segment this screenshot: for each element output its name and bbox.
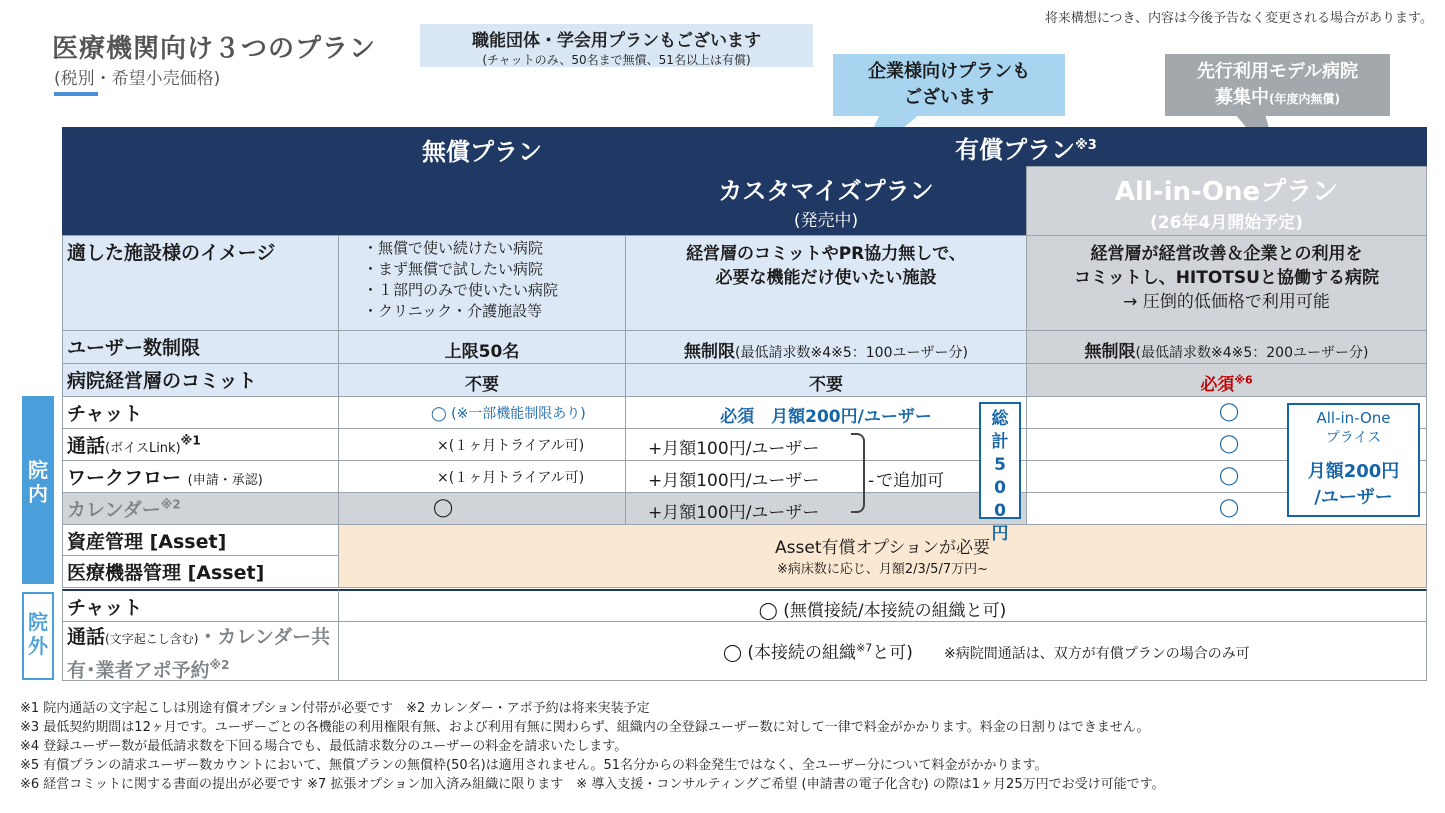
innai-call-customize: +月額100円/ユーザー (625, 428, 1027, 461)
facility-image-label: 適した施設様のイメージ (62, 235, 339, 331)
footnote-4: ※4 登録ユーザー数が最低請求数を下回る場合でも、最低請求数分のユーザーの料金を請求いたします。 (20, 739, 628, 754)
total-price-box: 総計500円 (979, 402, 1021, 519)
ingai-chat-label: チャット (62, 589, 339, 622)
innai-chat-aio: ◯ (1026, 396, 1427, 429)
aio-plan-header: All-in-Oneプラン (26年4月開始予定) (1026, 166, 1427, 236)
innai-call-aio: ◯ (1026, 428, 1427, 461)
innai-call-free: ×(１ヶ月トライアル可) (338, 428, 626, 461)
innai-chat-customize: 必須 月額200円/ユーザー (625, 396, 1027, 429)
asset-label: 資産管理 [Asset] (62, 524, 339, 556)
footnote-6: ※6 経営コミットに関する書面の提出が必要です ※7 拡張オプション加入済み組織に限ります ※ 導入支援・コンサルティングご希望 (申請書の電子化含む) の際は1ヶ月25万円でお受け可能です。 (20, 777, 1165, 792)
corp-callout-line1: 企業様向けプランも (868, 61, 1030, 82)
innai-calendar-label: カレンダー$^{※2}$ (62, 492, 339, 525)
model-callout-line1: 先行利用モデル病院 (1196, 61, 1359, 82)
model-callout-line2: 募集中 (1215, 87, 1269, 108)
asset-option-cell: Asset有償オプションが必要 ※病床数に応じ、月額2/3/5/7万円~ (338, 524, 1427, 588)
page-title: 医療機関向け３つのプラン (52, 34, 377, 64)
innai-workflow-free: ×(１ヶ月トライアル可) (338, 460, 626, 493)
innai-call-label: 通話(ボイスLink)$^{※1}$ (62, 428, 339, 461)
innai-chat-label: チャット (62, 396, 339, 429)
innai-calendar-customize: +月額100円/ユーザー (625, 492, 1027, 525)
innai-chat-free: ◯ (※一部機能制限あり) (338, 396, 626, 429)
user-limit-aio: 無制限(最低請求数※4※5：200ユーザー分) (1026, 330, 1427, 364)
subtitle-underline (54, 92, 98, 96)
innai-workflow-label: ワークフロー (申請・承認) (62, 460, 339, 493)
innai-workflow-aio: ◯ (1026, 460, 1427, 493)
free-plan-header: 無償プラン (338, 127, 626, 236)
paid-plan-header: 有償プラン$^{※3}$ (625, 127, 1427, 167)
facility-image-free: ・無償で使い続けたい病院 ・まず無償で試したい病院 ・１部門のみで使いたい病院 ・クリニック・介護施設等 (338, 235, 626, 331)
disclaimer-notice: 将来構想につき、内容は今後予告なく変更される場合があります。 (1044, 11, 1433, 26)
commit-label: 病院経営層のコミット (62, 363, 339, 397)
ingai-call-label: 通話(文字起こし含む)・カレンダー共有･業者アポ予約$^{※2}$ (62, 621, 339, 681)
page-subtitle: (税別・希望小売価格) (54, 69, 221, 89)
medical-asset-label: 医療機器管理 [Asset] (62, 555, 339, 588)
aio-price-box: All-in-One プライス 月額200円 /ユーザー (1287, 403, 1420, 517)
commit-customize: 不要 (625, 363, 1027, 397)
user-limit-label: ユーザー数制限 (62, 330, 339, 364)
commit-aio: 必須$^{※6}$ (1026, 363, 1427, 397)
plan-comparison-table (62, 127, 1427, 681)
user-limit-free: 上限50名 (338, 330, 626, 364)
innai-calendar-aio: ◯ (1026, 492, 1427, 525)
footnote-1: ※1 院内通話の文字起こしは別途有償オプション付帯が必要です ※2 カレンダー・アポ予約は将来実装予定 (20, 701, 650, 716)
innai-side-label: 院内 (22, 396, 54, 584)
facility-image-customize: 経営層のコミットやPR協力無しで、 必要な機能だけ使いたい施設 (625, 235, 1027, 331)
add-option-label: - で追加可 (868, 471, 945, 491)
association-line2: (チャットのみ、50名まで無償、51名以上は有償) (482, 53, 751, 67)
add-option-brace (851, 433, 865, 513)
innai-calendar-free: ◯ (338, 492, 626, 525)
footnotes (20, 699, 1165, 794)
model-hospital-callout (1165, 54, 1390, 116)
header-blank-cell (62, 127, 339, 236)
association-plan-box (420, 24, 813, 67)
association-line1: 職能団体・学会用プランもございます (472, 31, 761, 51)
footnote-5: ※5 有償プランの請求ユーザー数カウントにおいて、無償プランの無償枠(50名)は適用されません。51名分からの料金発生ではなく、全ユーザー分について料金がかかります。 (20, 758, 1048, 773)
ingai-call-cell: ◯ (本接続の組織$^{※7}$と可) ※病院間通話は、双方が有償プランの場合のみ可 (338, 621, 1427, 681)
ingai-chat-cell: ◯ (無償接続/本接続の組織と可) (338, 589, 1427, 622)
model-callout-small: (年度内無償) (1269, 92, 1340, 106)
ingai-side-label: 院外 (22, 592, 54, 680)
customize-plan-header: カスタマイズプラン (発売中) (625, 166, 1027, 236)
commit-free: 不要 (338, 363, 626, 397)
footnote-3: ※3 最低契約期間は12ヶ月です。ユーザーごとの各機能の利用権限有無、および利用有無に関わらず、組織内の全登録ユーザー数に対して一律で料金がかかります。料金の日割りはできません。 (20, 720, 1150, 735)
facility-image-aio: 経営層が経営改善＆企業との利用を コミットし、HITOTSUと協働する病院 → 圧倒的低価格で利用可能 (1026, 235, 1427, 331)
corp-plan-callout (833, 54, 1065, 116)
user-limit-customize: 無制限(最低請求数※4※5：100ユーザー分) (625, 330, 1027, 364)
innai-workflow-customize: +月額100円/ユーザー (625, 460, 1027, 493)
corp-callout-line2: ございます (904, 87, 994, 108)
